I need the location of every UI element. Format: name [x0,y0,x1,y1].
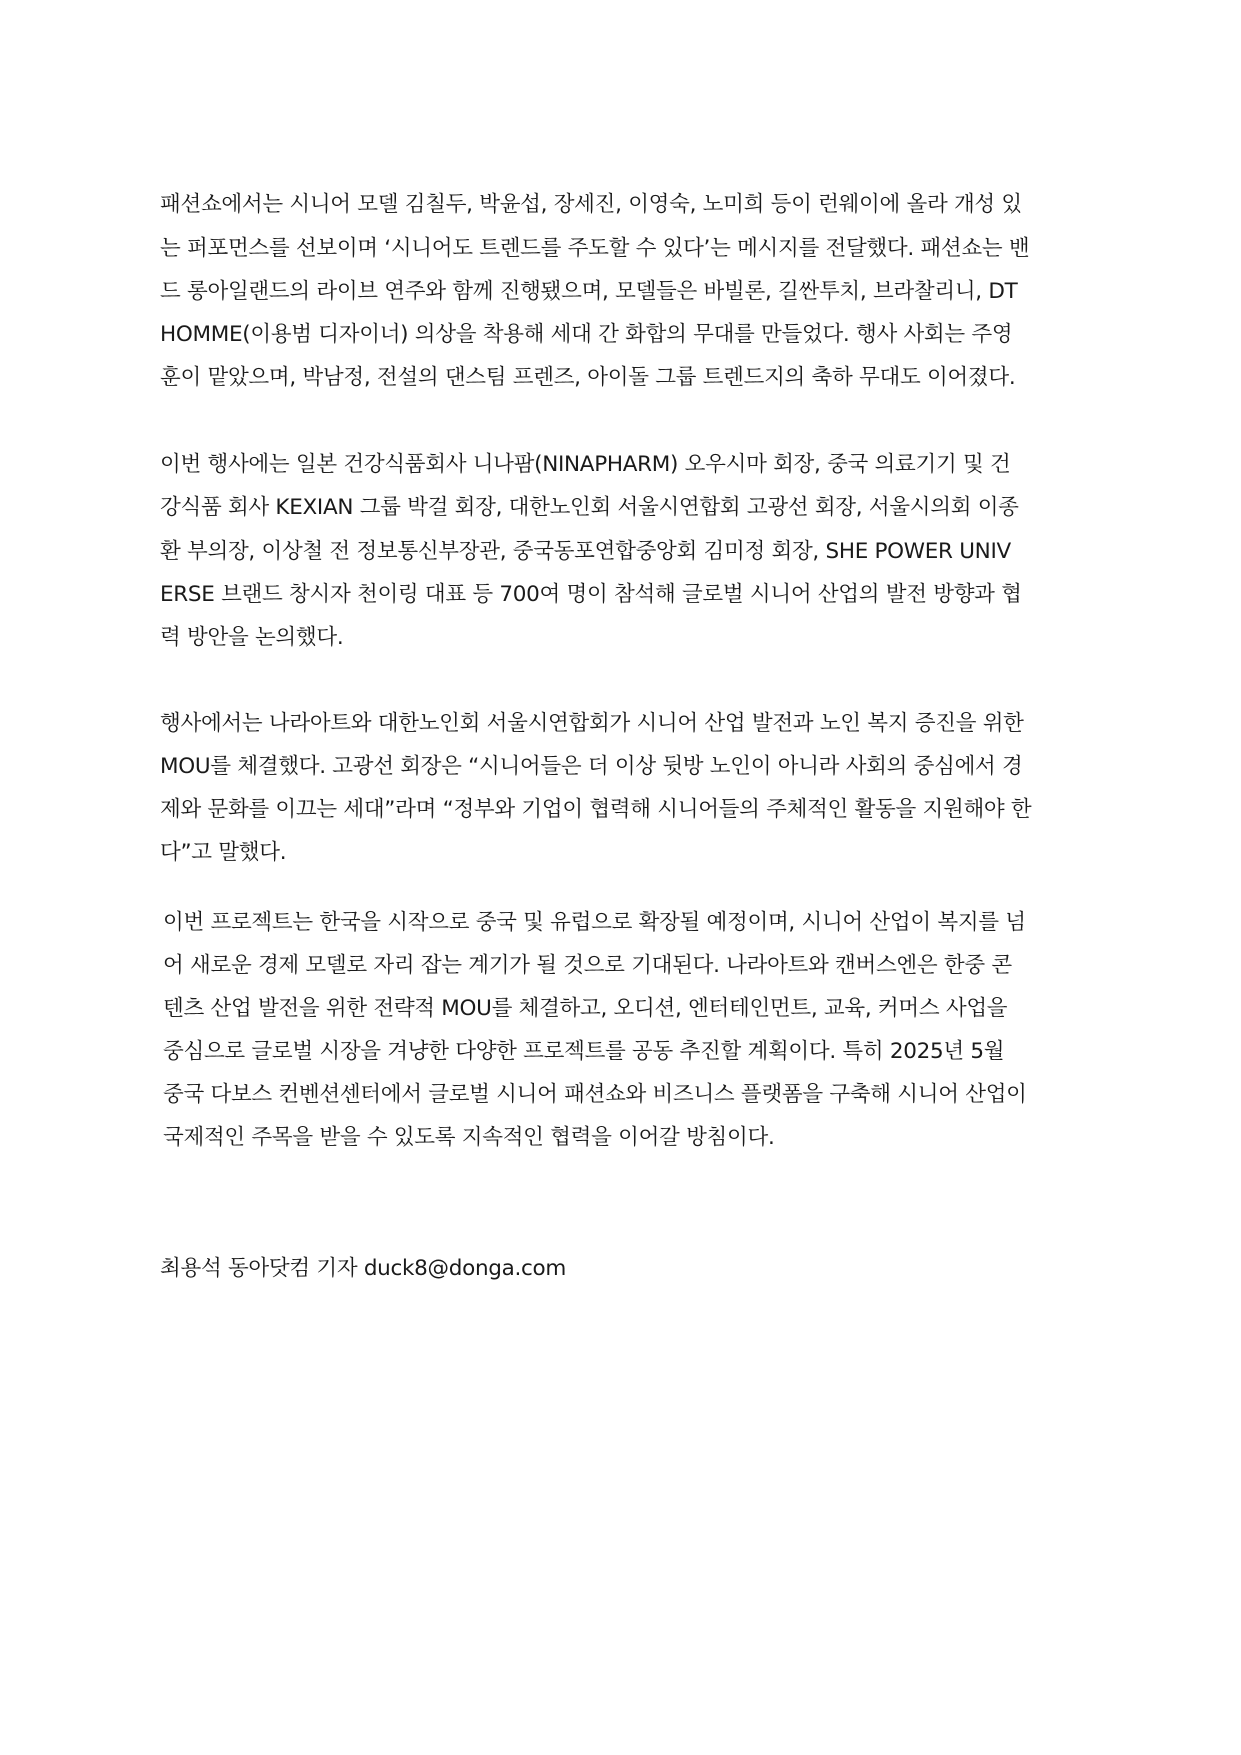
paragraph-1-line-2: 는 퍼포먼스를 선보이며 ‘시니어도 트렌드를 주도할 수 있다’는 메시지를 전달했다. 패션쇼는 밴 [160,236,1030,261]
byline: 최용석 동아닷컴 기자 duck8@donga.com [160,1256,567,1281]
paragraph-2-line-4: ERSE 브랜드 창시자 천이링 대표 등 700여 명이 참석해 글로벌 시니어 산업의 발전 방향과 협 [160,582,1022,607]
paragraph-2-line-3: 환 부의장, 이상철 전 정보통신부장관, 중국동포연합중앙회 김미정 회장, SHE POWER UNIV [160,539,1011,564]
paragraph-4-line-4: 중심으로 글로벌 시장을 겨냥한 다양한 프로젝트를 공동 추진할 계획이다. 특히 2025년 5월 [163,1039,1005,1064]
paragraph-3-line-1: 행사에서는 나라아트와 대한노인회 서울시연합회가 시니어 산업 발전과 노인 복지 증진을 위한 [160,711,1024,736]
paragraph-4-line-3: 텐츠 산업 발전을 위한 전략적 MOU를 체결하고, 오디션, 엔터테인먼트, 교육, 커머스 사업을 [163,996,1008,1021]
paragraph-2-line-5: 력 방안을 논의했다. [160,625,344,650]
paragraph-2-line-2: 강식품 회사 KEXIAN 그룹 박걸 회장, 대한노인회 서울시연합회 고광선 회장, 서울시의회 이종 [160,495,1019,520]
paragraph-3-line-4: 다”고 말했다. [160,840,287,865]
paragraph-1-line-4: HOMME(이용범 디자이너) 의상을 착용해 세대 간 화합의 무대를 만들었다. 행사 사회는 주영 [160,322,1013,347]
paragraph-4-line-5: 중국 다보스 컨벤션센터에서 글로벌 시니어 패션쇼와 비즈니스 플랫폼을 구축해 시니어 산업이 [163,1082,1027,1107]
paragraph-1-line-3: 드 롱아일랜드의 라이브 연주와 함께 진행됐으며, 모델들은 바빌론, 길싼투치, 브라찰리니, DT [160,279,1018,304]
paragraph-4-line-2: 어 새로운 경제 모델로 자리 잡는 계기가 될 것으로 기대된다. 나라아트와 캔버스엔은 한중 콘 [163,953,1012,978]
paragraph-4-line-6: 국제적인 주목을 받을 수 있도록 지속적인 협력을 이어갈 방침이다. [163,1125,775,1150]
paragraph-1-line-5: 훈이 맡았으며, 박남정, 전설의 댄스팀 프렌즈, 아이돌 그룹 트렌드지의 축하 무대도 이어졌다. [160,365,1016,390]
paragraph-3-line-2: MOU를 체결했다. 고광선 회장은 “시니어들은 더 이상 뒷방 노인이 아니라 사회의 중심에서 경 [160,754,1023,779]
paragraph-2-line-1: 이번 행사에는 일본 건강식품회사 니나팜(NINAPHARM) 오우시마 회장, 중국 의료기기 및 건 [160,452,1011,477]
paragraph-1-line-1: 패션쇼에서는 시니어 모델 김칠두, 박윤섭, 장세진, 이영숙, 노미희 등이 런웨이에 올라 개성 있 [160,192,1022,217]
paragraph-3-line-3: 제와 문화를 이끄는 세대”라며 “정부와 기업이 협력해 시니어들의 주체적인 활동을 지원해야 한 [160,797,1032,822]
paragraph-4-line-1: 이번 프로젝트는 한국을 시작으로 중국 및 유럽으로 확장될 예정이며, 시니어 산업이 복지를 넘 [163,910,1026,935]
